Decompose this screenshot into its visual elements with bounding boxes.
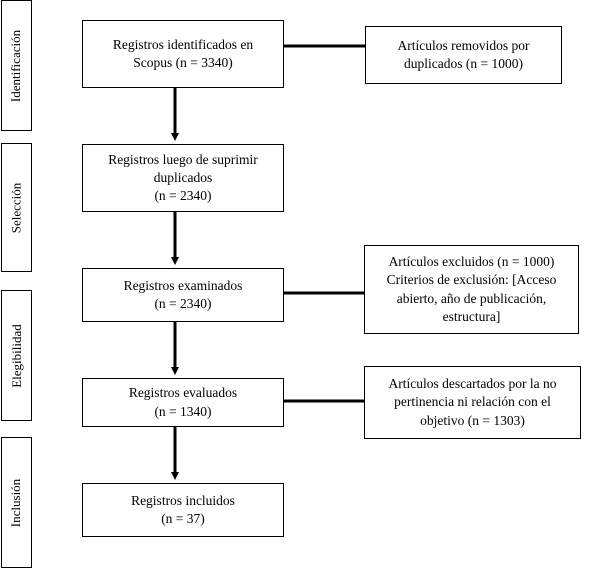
phase-elegibilidad	[1, 290, 32, 421]
phase-inclusion-label: Inclusión	[8, 478, 24, 527]
box-registros-incluidos	[82, 483, 284, 537]
box-registros-identificados	[82, 20, 284, 88]
box-registros-identificados-text: Registros identificados en Scopus (n = 3340)	[112, 36, 254, 70]
phase-inclusion	[1, 437, 32, 568]
phase-elegibilidad-label: Elegibilidad	[8, 323, 24, 388]
box-registros-evaluados	[82, 378, 284, 427]
box-registros-incluidos-text: Registros incluidos (n = 37)	[131, 492, 235, 526]
phase-identificacion-label: Identificación	[8, 29, 24, 102]
box-registros-evaluados-text: Registros evaluados (n = 1340)	[128, 385, 238, 419]
box-articulos-excluidos	[364, 245, 579, 334]
box-registros-suprimir-duplicados-text: Registros luego de suprimir duplicados (n = 2340)	[108, 151, 258, 204]
box-articulos-descartados-text: Artículos descartados por la no pertinencia ni relación con el objetivo (n = 1303)	[388, 376, 557, 428]
box-registros-examinados-text: Registros examinados (n = 2340)	[123, 277, 243, 311]
box-registros-suprimir-duplicados	[82, 144, 284, 212]
phase-seleccion-label: Selección	[8, 182, 24, 233]
box-registros-examinados	[82, 268, 284, 322]
phase-identificacion	[1, 0, 32, 131]
box-articulos-removidos-text: Artículos removidos por duplicados (n = 1000)	[397, 37, 530, 71]
box-articulos-descartados	[364, 366, 581, 439]
phase-seleccion	[1, 143, 32, 272]
box-articulos-removidos	[365, 26, 562, 84]
box-articulos-excluidos-text: Artículos excluidos (n = 1000) Criterios de exclusión: [Acceso abierto, año de publicación, estructura]	[386, 254, 557, 324]
